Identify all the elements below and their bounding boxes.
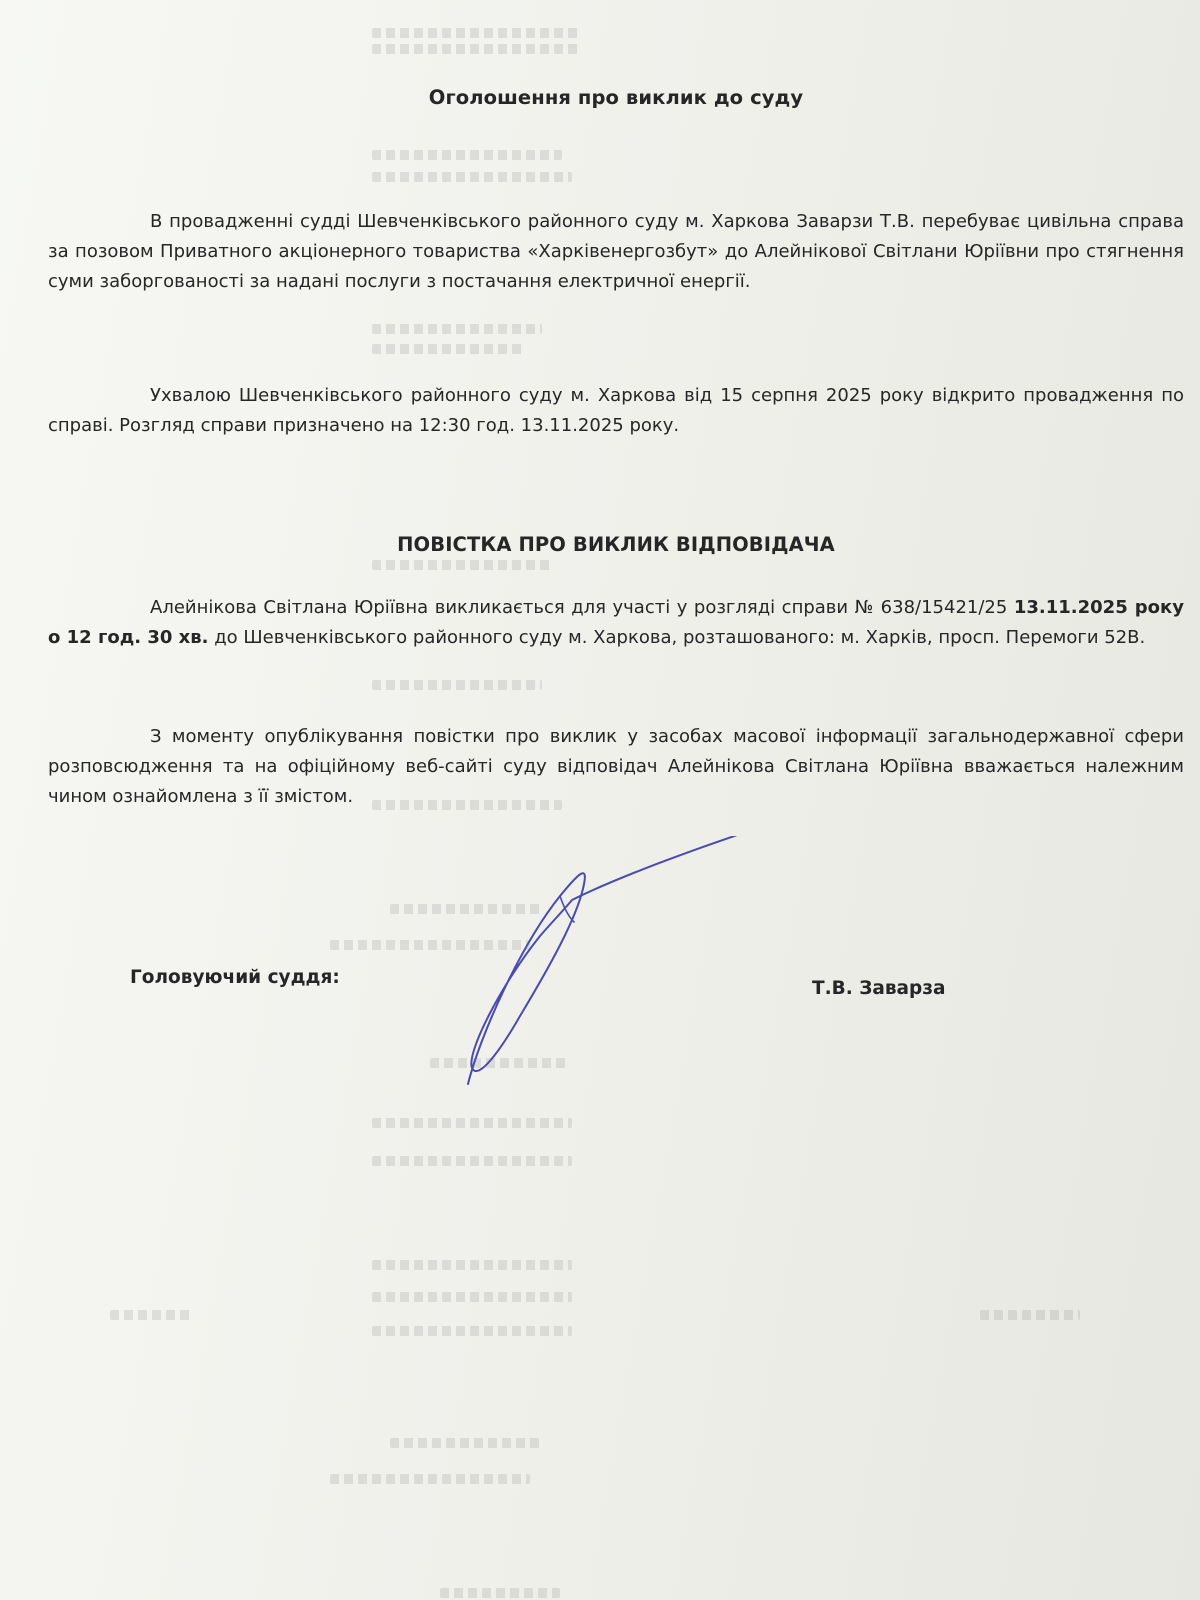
announcement-paragraph-hearing: Ухвалою Шевченківського районного суду м. Харкова від 15 серпня 2025 року відкрито провадження по справі. Розгляд справи призначено на 12:30 год. 13.11.2025 року. xyxy=(48,385,1184,436)
bleed-through-mark xyxy=(980,1310,1080,1320)
bleed-through-mark xyxy=(390,1438,540,1448)
announcement-title: Оголошення про виклик до суду xyxy=(428,86,804,109)
bleed-through-mark xyxy=(440,1588,560,1598)
handwritten-signature xyxy=(460,836,760,1096)
bleed-through-mark xyxy=(330,1474,530,1484)
summons-paragraph-notice: З моменту опублікування повістки про виклик у засобах масової інформації загальнодержавної сфери розповсюдження та на офіційному веб-сайті суду відповідач Алейнікова Світлана Юріївна вважається належним чином ознайомлена з її змістом. xyxy=(48,726,1184,807)
judge-name: Т.В. Заварза xyxy=(812,978,946,999)
bleed-through-mark xyxy=(372,680,542,690)
bleed-through-mark xyxy=(372,1156,572,1166)
presiding-judge-label: Головуючий суддя: xyxy=(130,967,340,988)
summons-hearing-datetime: 13.11.2025 року о 12 год. 30 хв. xyxy=(48,597,1184,648)
bleed-through-mark xyxy=(110,1310,190,1320)
summons-title: ПОВІСТКА ПРО ВИКЛИК ВІДПОВІДАЧА xyxy=(397,533,835,556)
bleed-through-mark xyxy=(372,560,552,570)
summons-text-start: Алейнікова Світлана Юріївна викликається для участі у розгляді справи № 638/15421/25 xyxy=(150,597,1014,618)
announcement-paragraph-case: В провадженні судді Шевченківського районного суду м. Харкова Заварзи Т.В. перебуває цивільна справа за позовом Приватного акціонерного товариства «Харківенергозбут» до Алейнікової Світлани Юріївни про стягнення суми заборгованості за надані послуги з постачання електричної енергії. xyxy=(48,211,1184,292)
bleed-through-mark xyxy=(372,1118,572,1128)
bleed-through-mark xyxy=(372,44,582,54)
bleed-through-mark xyxy=(372,1292,572,1302)
bleed-through-mark xyxy=(372,28,582,38)
bleed-through-mark xyxy=(372,172,572,182)
bleed-through-mark xyxy=(372,344,522,354)
summons-paragraph-call xyxy=(48,593,1184,653)
bleed-through-mark xyxy=(372,1326,572,1336)
summons-text-end: до Шевченківського районного суду м. Харкова, розташованого: м. Харків, просп. Перемоги 52В. xyxy=(208,627,1146,648)
bleed-through-mark xyxy=(372,150,562,160)
bleed-through-mark xyxy=(372,1260,572,1270)
bleed-through-mark xyxy=(372,324,542,334)
